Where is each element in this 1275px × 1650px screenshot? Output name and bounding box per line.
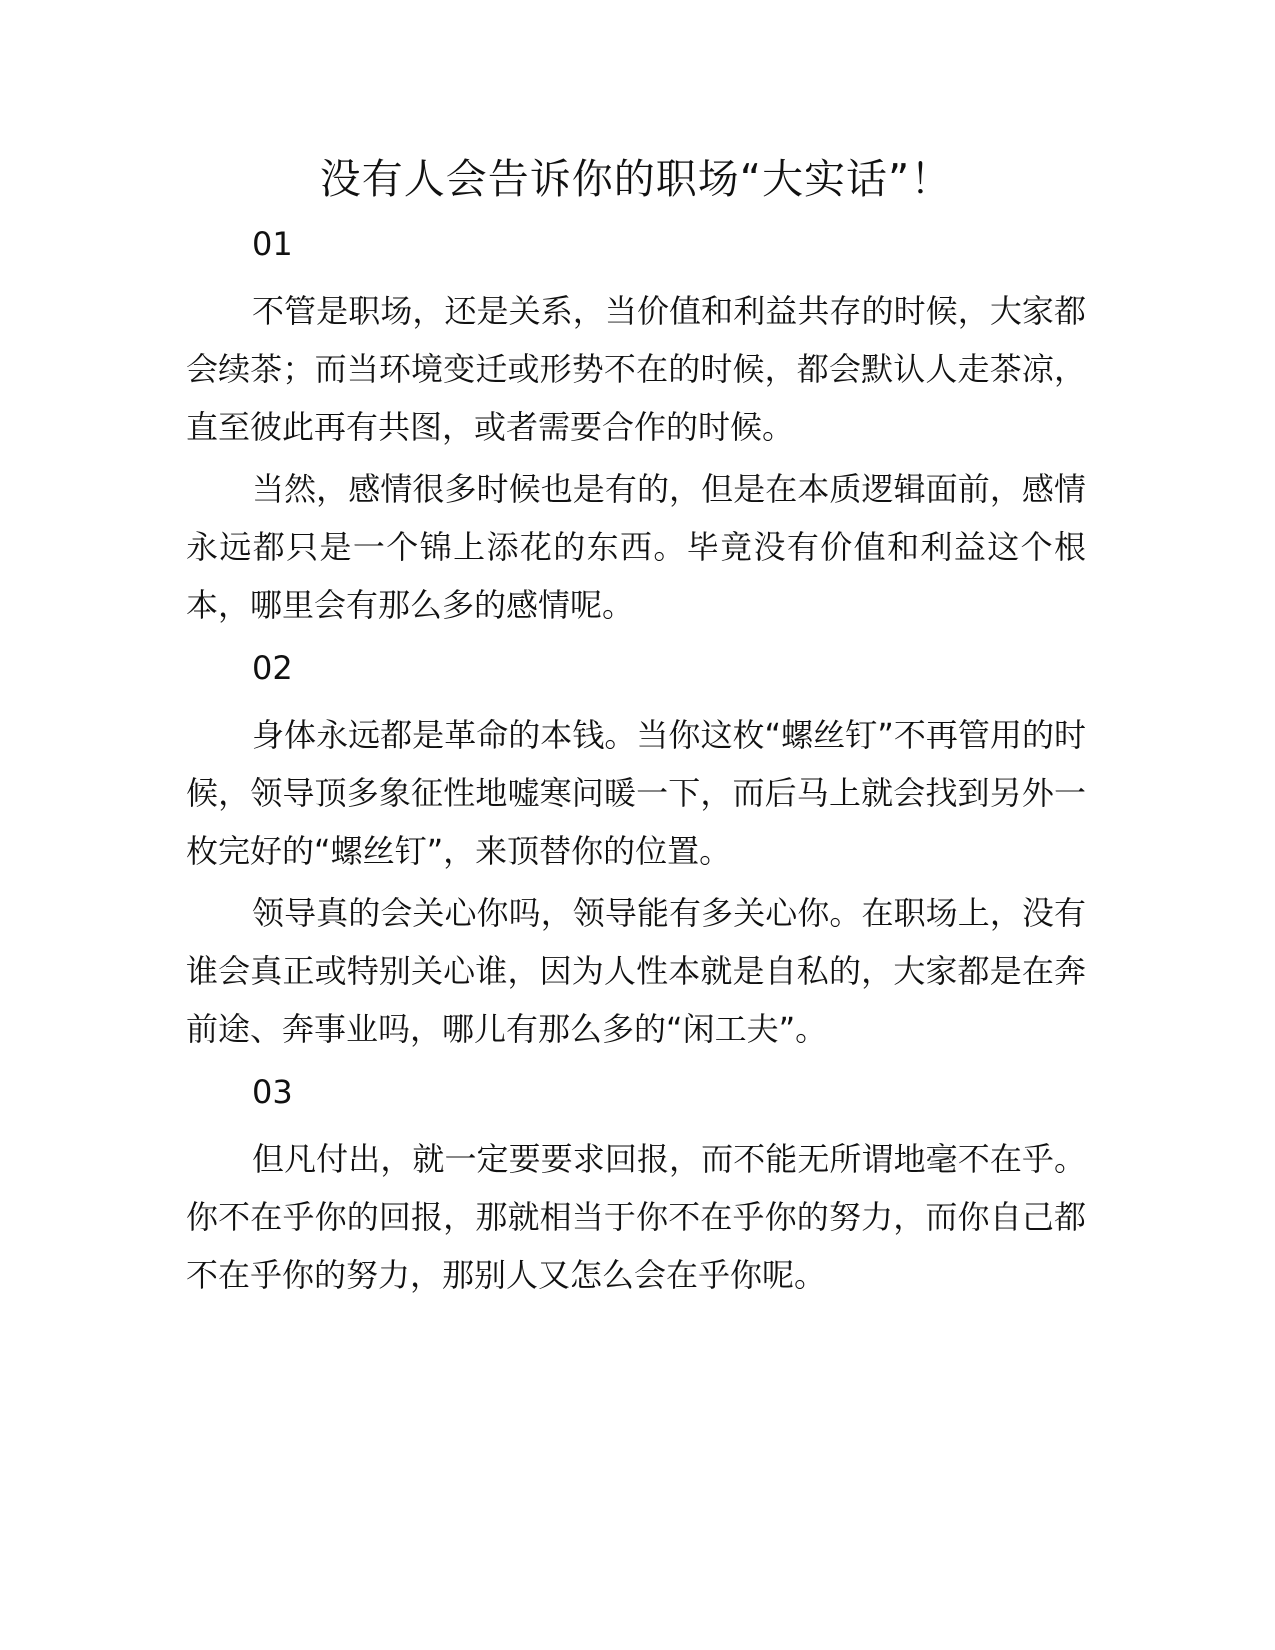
paragraph: 当然，感情很多时候也是有的，但是在本质逻辑面前，感情永远都只是一个锦上添花的东西。毕竟没有价值和利益这个根本，哪里会有那么多的感情呢。 bbox=[186, 470, 1086, 624]
section-number: 02 bbox=[252, 649, 293, 687]
paragraph: 但凡付出，就一定要要求回报，而不能无所谓地毫不在乎。你不在乎你的回报，那就相当于你不在乎你的努力，而你自己都不在乎你的努力，那别人又怎么会在乎你呢。 bbox=[186, 1140, 1086, 1294]
section-number: 01 bbox=[252, 225, 293, 263]
paragraph: 领导真的会关心你吗，领导能有多关心你。在职场上，没有谁会真正或特别关心谁，因为人性本就是自私的，大家都是在奔前途、奔事业吗，哪儿有那么多的“闲工夫”。 bbox=[186, 894, 1086, 1048]
section-number: 03 bbox=[252, 1073, 293, 1111]
paragraph: 不管是职场，还是关系，当价值和利益共存的时候，大家都会续茶；而当环境变迁或形势不在的时候，都会默认人走茶凉，直至彼此再有共图，或者需要合作的时候。 bbox=[186, 292, 1086, 446]
document-title: 没有人会告诉你的职场“大实话”！ bbox=[319, 155, 953, 203]
paragraph: 身体永远都是革命的本钱。当你这枚“螺丝钉”不再管用的时候，领导顶多象征性地嘘寒问暖一下，而后马上就会找到另外一枚完好的“螺丝钉”，来顶替你的位置。 bbox=[186, 716, 1086, 870]
